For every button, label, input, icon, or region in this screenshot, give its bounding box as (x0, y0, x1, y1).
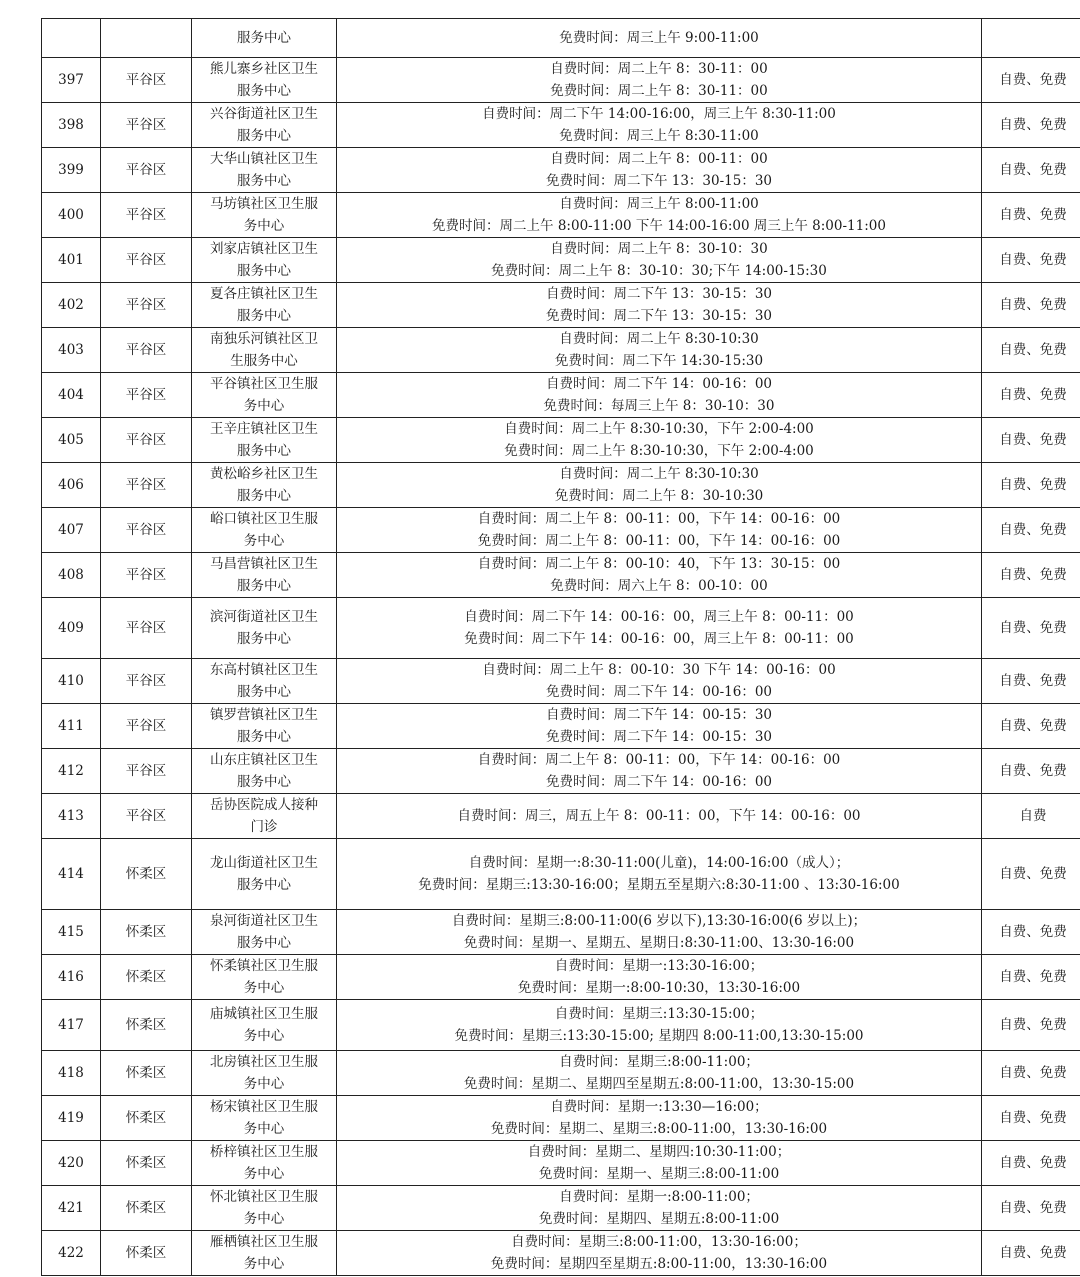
fee-type-cell (982, 19, 1080, 58)
district-cell: 平谷区 (101, 598, 192, 659)
schedule-cell (337, 103, 982, 148)
clinic-name-line: 刘家店镇社区卫生 (210, 241, 318, 257)
district-cell: 平谷区 (101, 58, 192, 103)
schedule-line: 自费时间：周二上午 8：30-10：30 (550, 241, 768, 257)
clinic-name-line: 服务中心 (237, 684, 291, 700)
district-cell: 怀柔区 (101, 1096, 192, 1141)
clinic-name-line: 山东庄镇社区卫生 (210, 752, 318, 768)
district-cell: 平谷区 (101, 103, 192, 148)
row-number-cell: 407 (42, 508, 101, 553)
schedule-cell (337, 955, 982, 1000)
schedule-line: 自费时间：周二下午 14：00-16：00 (545, 376, 773, 392)
row-number-cell: 405 (42, 418, 101, 463)
schedule-cell (337, 238, 982, 283)
district-cell: 怀柔区 (101, 1231, 192, 1276)
schedule-cell (337, 328, 982, 373)
clinic-name-line: 务中心 (243, 1076, 285, 1092)
row-number-cell: 422 (42, 1231, 101, 1276)
schedule-line: 免费时间：星期四至星期五:8:00-11:00，13:30-16:00 (490, 1256, 828, 1272)
district-cell: 平谷区 (101, 148, 192, 193)
fee-type-cell: 自费、免费 (982, 1231, 1080, 1276)
clinic-name-line: 生服务中心 (230, 353, 298, 369)
schedule-line: 自费时间：周二下午 14：00-16：00，周三上午 8：00-11：00 (464, 609, 854, 625)
clinic-name-line: 务中心 (243, 1166, 285, 1182)
fee-type-cell: 自费、免费 (982, 598, 1080, 659)
schedule-line: 免费时间：周六上午 8：00-10：00 (550, 578, 768, 594)
clinic-name-line: 服务中心 (237, 173, 291, 189)
schedule-line: 免费时间：星期二、星期三:8:00-11:00，13:30-16:00 (490, 1121, 828, 1137)
schedule-line: 免费时间：周二下午 14：00-16：00，周三上午 8：00-11：00 (464, 631, 854, 647)
clinic-name-line: 服务中心 (237, 631, 291, 647)
clinic-name-line: 服务中心 (237, 443, 291, 459)
clinic-name-line: 雁栖镇社区卫生服 (210, 1234, 318, 1250)
schedule-cell (337, 553, 982, 598)
clinic-name-line: 岳协医院成人接种 (210, 797, 318, 813)
schedule-cell (337, 1231, 982, 1276)
schedule-cell (337, 794, 982, 839)
schedule-line: 免费时间：周二上午 8：30-10:30 (554, 488, 764, 504)
schedule-line: 免费时间：周二上午 8：30-11：00 (550, 83, 768, 99)
schedule-line: 免费时间：周二下午 14：00-15：30 (545, 729, 773, 745)
district-cell: 平谷区 (101, 508, 192, 553)
fee-type-cell: 自费、免费 (982, 373, 1080, 418)
schedule-line: 免费时间：星期三:13:30-15:00; 星期四 8:00-11:00,13:30-15:00 (454, 1028, 864, 1044)
schedule-line: 自费时间：星期一:8:00-11:00； (559, 1189, 759, 1205)
table-row (42, 238, 1080, 283)
table-row (42, 1096, 1080, 1141)
schedule-cell (337, 749, 982, 794)
fee-type-cell: 自费、免费 (982, 839, 1080, 910)
clinic-name-cell (192, 103, 337, 148)
clinic-name-line: 怀柔镇社区卫生服 (210, 958, 318, 974)
row-number-cell: 420 (42, 1141, 101, 1186)
row-number-cell: 411 (42, 704, 101, 749)
clinic-name-line: 服务中心 (237, 128, 291, 144)
clinic-name-cell (192, 794, 337, 839)
district-cell: 平谷区 (101, 418, 192, 463)
clinic-name-cell (192, 704, 337, 749)
table-row (42, 659, 1080, 704)
fee-type-cell: 自费、免费 (982, 910, 1080, 955)
schedule-cell (337, 373, 982, 418)
row-number-cell: 402 (42, 283, 101, 328)
fee-type-cell: 自费、免费 (982, 418, 1080, 463)
clinic-name-line: 务中心 (243, 398, 285, 414)
district-cell: 平谷区 (101, 373, 192, 418)
table-row (42, 148, 1080, 193)
district-cell: 怀柔区 (101, 1000, 192, 1051)
table-row (42, 598, 1080, 659)
schedule-cell (337, 193, 982, 238)
clinic-name-line: 北房镇社区卫生服 (210, 1054, 318, 1070)
table-row (42, 463, 1080, 508)
district-cell: 平谷区 (101, 704, 192, 749)
schedule-line: 自费时间：星期一:8:30-11:00(儿童)，14:00-16:00（成人）； (468, 855, 850, 871)
table-row (42, 373, 1080, 418)
vaccination-schedule-table (41, 18, 1080, 1276)
district-cell: 平谷区 (101, 283, 192, 328)
clinic-name-line: 杨宋镇社区卫生服 (210, 1099, 318, 1115)
schedule-line: 自费时间：周二上午 8:30-10:30 (559, 331, 759, 347)
row-number-cell: 415 (42, 910, 101, 955)
clinic-name-line: 东高村镇社区卫生 (210, 662, 318, 678)
clinic-name-cell (192, 1141, 337, 1186)
district-cell: 平谷区 (101, 553, 192, 598)
schedule-cell (337, 1000, 982, 1051)
schedule-line: 免费时间：星期四、星期五:8:00-11:00 (538, 1211, 780, 1227)
schedule-line: 自费时间：周二下午 14：00-15：30 (545, 707, 773, 723)
fee-type-cell: 自费、免费 (982, 1000, 1080, 1051)
schedule-cell (337, 283, 982, 328)
clinic-name-line: 服务中心 (237, 578, 291, 594)
table-row (42, 704, 1080, 749)
table-row (42, 1000, 1080, 1051)
row-number-cell: 398 (42, 103, 101, 148)
row-number-cell: 409 (42, 598, 101, 659)
row-number-cell: 399 (42, 148, 101, 193)
schedule-line: 自费时间：星期三:8:00-11:00，13:30-16:00； (511, 1234, 807, 1250)
district-cell: 平谷区 (101, 328, 192, 373)
clinic-name-line: 镇罗营镇社区卫生 (210, 707, 318, 723)
schedule-line: 免费时间：周三上午 9:00-11:00 (559, 30, 759, 46)
clinic-name-line: 黄松峪乡社区卫生 (210, 466, 318, 482)
row-number-cell: 403 (42, 328, 101, 373)
clinic-name-line: 务中心 (243, 1028, 285, 1044)
row-number-cell: 421 (42, 1186, 101, 1231)
fee-type-cell: 自费、免费 (982, 1141, 1080, 1186)
schedule-line: 自费时间：周三，周五上午 8：00-11：00，下午 14：00-16：00 (457, 808, 861, 824)
clinic-name-line: 兴谷街道社区卫生 (210, 106, 318, 122)
table-body (42, 19, 1080, 1276)
schedule-line: 免费时间：周二下午 14：00-16：00 (545, 684, 773, 700)
row-number-cell (42, 19, 101, 58)
table-row (42, 910, 1080, 955)
schedule-line: 免费时间：周二下午 13：30-15：30 (545, 173, 773, 189)
schedule-line: 免费时间：周二上午 8：30-10：30;下午 14:00-15:30 (491, 263, 827, 279)
schedule-cell (337, 1096, 982, 1141)
schedule-cell (337, 839, 982, 910)
schedule-cell (337, 704, 982, 749)
schedule-line: 自费时间：星期三:8:00-11:00(6 岁以下),13:30-16:00(6 岁以上)； (451, 913, 867, 929)
schedule-line: 自费时间：周二上午 8：00-10：40，下午 13：30-15：00 (477, 556, 841, 572)
district-cell: 怀柔区 (101, 1186, 192, 1231)
clinic-name-cell (192, 193, 337, 238)
row-number-cell: 414 (42, 839, 101, 910)
clinic-name-line: 峪口镇社区卫生服 (210, 511, 318, 527)
clinic-name-line: 王辛庄镇社区卫生 (210, 421, 318, 437)
clinic-name-cell (192, 1000, 337, 1051)
schedule-cell (337, 19, 982, 58)
clinic-name-cell (192, 238, 337, 283)
district-cell: 怀柔区 (101, 955, 192, 1000)
schedule-line: 自费时间：周二下午 13：30-15：30 (545, 286, 773, 302)
schedule-line: 自费时间：星期一:13:30-16:00； (554, 958, 764, 974)
fee-type-cell: 自费、免费 (982, 148, 1080, 193)
table-row (42, 508, 1080, 553)
clinic-name-line: 务中心 (243, 1121, 285, 1137)
fee-type-cell: 自费、免费 (982, 463, 1080, 508)
clinic-name-line: 服务中心 (237, 774, 291, 790)
clinic-name-cell (192, 839, 337, 910)
clinic-name-line: 务中心 (243, 218, 285, 234)
clinic-name-line: 滨河街道社区卫生 (210, 609, 318, 625)
table-row (42, 283, 1080, 328)
clinic-name-line: 熊儿寨乡社区卫生 (210, 61, 318, 77)
row-number-cell: 406 (42, 463, 101, 508)
schedule-line: 自费时间：星期三:8:00-11:00； (559, 1054, 759, 1070)
clinic-name-line: 服务中心 (237, 263, 291, 279)
clinic-name-line: 平谷镇社区卫生服 (210, 376, 318, 392)
table-row (42, 58, 1080, 103)
district-cell: 平谷区 (101, 794, 192, 839)
schedule-line: 免费时间：星期三:13:30-16:00；星期五至星期六:8:30-11:00 、13:30-16:00 (418, 877, 900, 893)
clinic-name-line: 服务中心 (237, 30, 291, 46)
clinic-name-cell (192, 508, 337, 553)
clinic-name-line: 务中心 (243, 533, 285, 549)
fee-type-cell: 自费、免费 (982, 749, 1080, 794)
clinic-name-cell (192, 1231, 337, 1276)
table-row (42, 1051, 1080, 1096)
fee-type-cell: 自费、免费 (982, 238, 1080, 283)
clinic-name-line: 马昌营镇社区卫生 (210, 556, 318, 572)
schedule-line: 免费时间：周三上午 8:30-11:00 (559, 128, 759, 144)
clinic-name-cell (192, 283, 337, 328)
table-row (42, 103, 1080, 148)
schedule-cell (337, 58, 982, 103)
schedule-cell (337, 659, 982, 704)
schedule-line: 自费时间：周二上午 8:30-10:30，下午 2:00-4:00 (504, 421, 814, 437)
schedule-line: 免费时间：星期二、星期四至星期五:8:00-11:00，13:30-15:00 (463, 1076, 855, 1092)
clinic-name-cell (192, 598, 337, 659)
clinic-name-line: 桥梓镇社区卫生服 (210, 1144, 318, 1160)
row-number-cell: 413 (42, 794, 101, 839)
schedule-line: 免费时间：周二下午 13：30-15：30 (545, 308, 773, 324)
clinic-name-cell (192, 910, 337, 955)
row-number-cell: 418 (42, 1051, 101, 1096)
schedule-line: 自费时间：星期三:13:30-15:00； (554, 1006, 764, 1022)
clinic-name-line: 服务中心 (237, 877, 291, 893)
fee-type-cell: 自费、免费 (982, 508, 1080, 553)
fee-type-cell: 自费、免费 (982, 955, 1080, 1000)
district-cell: 平谷区 (101, 238, 192, 283)
table-row (42, 328, 1080, 373)
fee-type-cell: 自费、免费 (982, 704, 1080, 749)
row-number-cell: 419 (42, 1096, 101, 1141)
clinic-name-cell (192, 328, 337, 373)
clinic-name-cell (192, 955, 337, 1000)
schedule-line: 自费时间：周二上午 8：00-11：00，下午 14：00-16：00 (477, 752, 841, 768)
schedule-line: 免费时间：星期一、星期三:8:00-11:00 (538, 1166, 780, 1182)
schedule-cell (337, 598, 982, 659)
district-cell: 怀柔区 (101, 1141, 192, 1186)
schedule-cell (337, 1186, 982, 1231)
row-number-cell: 401 (42, 238, 101, 283)
schedule-cell (337, 1141, 982, 1186)
fee-type-cell: 自费、免费 (982, 283, 1080, 328)
table-row (42, 1141, 1080, 1186)
clinic-name-line: 门诊 (250, 819, 278, 835)
clinic-name-line: 大华山镇社区卫生 (210, 151, 318, 167)
clinic-name-cell (192, 19, 337, 58)
clinic-name-cell (192, 58, 337, 103)
schedule-line: 自费时间：星期一:13:30—16:00； (550, 1099, 768, 1115)
clinic-name-cell (192, 1186, 337, 1231)
district-cell: 平谷区 (101, 193, 192, 238)
fee-type-cell: 自费、免费 (982, 1051, 1080, 1096)
table-row (42, 1186, 1080, 1231)
clinic-name-line: 服务中心 (237, 935, 291, 951)
table-row (42, 749, 1080, 794)
schedule-cell (337, 1051, 982, 1096)
row-number-cell: 416 (42, 955, 101, 1000)
schedule-line: 免费时间：周二下午 14：00-16：00 (545, 774, 773, 790)
fee-type-cell: 自费、免费 (982, 58, 1080, 103)
schedule-line: 自费时间：周二上午 8：30-11：00 (550, 61, 768, 77)
row-number-cell: 408 (42, 553, 101, 598)
clinic-name-line: 服务中心 (237, 83, 291, 99)
clinic-name-cell (192, 373, 337, 418)
table-row (42, 193, 1080, 238)
fee-type-cell: 自费、免费 (982, 193, 1080, 238)
clinic-name-line: 务中心 (243, 980, 285, 996)
clinic-name-cell (192, 1051, 337, 1096)
clinic-name-cell (192, 1096, 337, 1141)
table-row (42, 19, 1080, 58)
schedule-line: 自费时间：周二上午 8：00-10：30 下午 14：00-16：00 (482, 662, 836, 678)
clinic-name-line: 服务中心 (237, 488, 291, 504)
clinic-name-cell (192, 553, 337, 598)
schedule-cell (337, 463, 982, 508)
table-row (42, 418, 1080, 463)
schedule-line: 自费时间：周二上午 8：00-11：00，下午 14：00-16：00 (477, 511, 841, 527)
clinic-name-line: 务中心 (243, 1256, 285, 1272)
clinic-name-line: 龙山街道社区卫生 (210, 855, 318, 871)
schedule-line: 免费时间：星期一:8:00-10:30，13:30-16:00 (517, 980, 801, 996)
table-row (42, 1231, 1080, 1276)
schedule-line: 自费时间：周二上午 8：00-11：00 (550, 151, 768, 167)
clinic-name-line: 泉河街道社区卫生 (210, 913, 318, 929)
clinic-name-line: 庙城镇社区卫生服 (210, 1006, 318, 1022)
district-cell: 平谷区 (101, 659, 192, 704)
schedule-line: 免费时间：星期一、星期五、星期日:8:30-11:00、13:30-16:00 (463, 935, 855, 951)
schedule-line: 自费时间：周二上午 8:30-10:30 (559, 466, 759, 482)
fee-type-cell: 自费、免费 (982, 1186, 1080, 1231)
table-row (42, 955, 1080, 1000)
table-row (42, 553, 1080, 598)
schedule-cell (337, 508, 982, 553)
row-number-cell: 410 (42, 659, 101, 704)
schedule-line: 免费时间：周二上午 8:30-10:30，下午 2:00-4:00 (504, 443, 814, 459)
fee-type-cell: 自费、免费 (982, 659, 1080, 704)
clinic-name-line: 怀北镇社区卫生服 (210, 1189, 318, 1205)
clinic-name-line: 服务中心 (237, 729, 291, 745)
schedule-line: 自费时间：星期二、星期四:10:30-11:00； (527, 1144, 791, 1160)
row-number-cell: 404 (42, 373, 101, 418)
schedule-cell (337, 910, 982, 955)
fee-type-cell: 自费、免费 (982, 103, 1080, 148)
fee-type-cell: 自费 (982, 794, 1080, 839)
schedule-line: 自费时间：周三上午 8:00-11:00 (559, 196, 759, 212)
schedule-line: 免费时间：周二上午 8：00-11：00，下午 14：00-16：00 (477, 533, 841, 549)
clinic-name-cell (192, 148, 337, 193)
schedule-line: 免费时间：周二上午 8:00-11:00 下午 14:00-16:00 周三上午 8:00-11:00 (432, 218, 886, 234)
district-cell: 平谷区 (101, 749, 192, 794)
schedule-line: 免费时间：每周三上午 8：30-10：30 (543, 398, 775, 414)
district-cell: 平谷区 (101, 463, 192, 508)
row-number-cell: 417 (42, 1000, 101, 1051)
fee-type-cell: 自费、免费 (982, 328, 1080, 373)
district-cell: 怀柔区 (101, 839, 192, 910)
schedule-cell (337, 148, 982, 193)
clinic-name-cell (192, 463, 337, 508)
table-row (42, 794, 1080, 839)
clinic-name-cell (192, 418, 337, 463)
fee-type-cell: 自费、免费 (982, 1096, 1080, 1141)
clinic-name-cell (192, 659, 337, 704)
clinic-name-line: 南独乐河镇社区卫 (210, 331, 318, 347)
schedule-line: 免费时间：周二下午 14:30-15:30 (554, 353, 764, 369)
clinic-name-line: 夏各庄镇社区卫生 (210, 286, 318, 302)
clinic-name-line: 服务中心 (237, 308, 291, 324)
row-number-cell: 397 (42, 58, 101, 103)
fee-type-cell: 自费、免费 (982, 553, 1080, 598)
district-cell: 怀柔区 (101, 1051, 192, 1096)
schedule-cell (337, 418, 982, 463)
clinic-name-cell (192, 749, 337, 794)
district-cell (101, 19, 192, 58)
table-row (42, 839, 1080, 910)
clinic-name-line: 马坊镇社区卫生服 (210, 196, 318, 212)
district-cell: 怀柔区 (101, 910, 192, 955)
row-number-cell: 400 (42, 193, 101, 238)
clinic-name-line: 务中心 (243, 1211, 285, 1227)
row-number-cell: 412 (42, 749, 101, 794)
schedule-line: 自费时间：周二下午 14:00-16:00，周三上午 8:30-11:00 (482, 106, 836, 122)
